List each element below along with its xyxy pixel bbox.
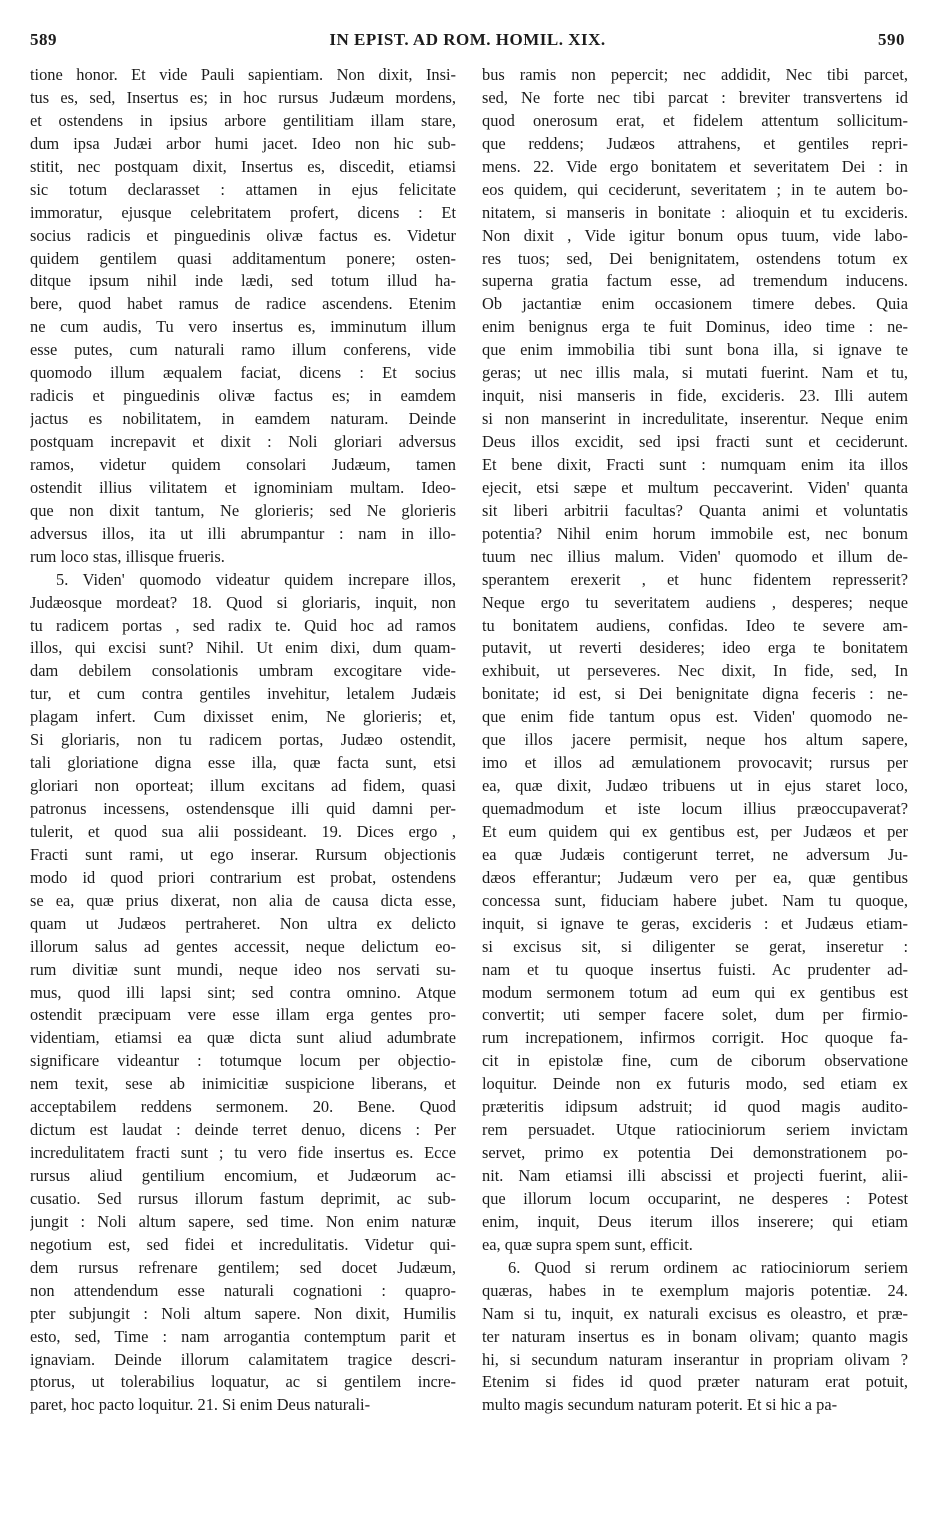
text-line: exhibuit, ut perseveres. Nec dixit, In fide, sed, In <box>482 661 908 681</box>
text-line: inquit, si ignave te geras, excideris : et Judæus etiam- <box>482 913 908 933</box>
text-line: quemadmodum et iste locum illius præoccupaverat? <box>482 799 908 818</box>
text-line: radicis et pinguedinis olivæ factus es; in eamdem <box>30 386 456 406</box>
page-number-left: 589 <box>30 30 57 49</box>
text-line: Non dixit , Vide igitur bonum opus tuum, vide labo- <box>482 225 908 245</box>
text-line: enim benignus erga te fuit Dominus, ideo time : ne- <box>482 317 908 337</box>
text-line: servet, primo ex potentia Dei demonstrationem po- <box>482 1143 908 1163</box>
text-line: concessa sunt, fiduciam habere jubet. Nam tu quoque, <box>482 890 908 910</box>
text-line: rem persuadet. Utque ratiociniorum seriem invictam <box>482 1120 908 1140</box>
text-line: dictum est laudat : deinde terret denuo, dicens : Per <box>30 1120 456 1140</box>
text-line: eos quidem, qui ceciderunt, severitatem ; in te autem bo- <box>482 179 908 199</box>
text-line: nam et tu quoque insertus fuisti. Ac prudenter ad- <box>482 959 908 979</box>
text-line: potentia? Nihil enim horum immobile est, nec bonum <box>482 523 908 543</box>
text-line: dem rursus refrenare gentilem; sed docet Judæum, <box>30 1257 456 1277</box>
text-line: nem texit, sese ab inimicitiæ suspicione liberans, et <box>30 1074 456 1094</box>
text-line: inquit, nisi manseris in fide, excideris. 23. Illi autem <box>482 386 908 406</box>
text-line: sperantem erexerit , et hunc fidentem represserit? <box>482 569 908 589</box>
text-line: modo id quod priori contrarium est probat, ostendens <box>30 867 456 887</box>
text-line: bere, quod habet ramus de radice ascendens. Etenim <box>30 294 456 314</box>
text-line: Et bene dixit, Fracti sunt : numquam enim ita illos <box>482 454 908 474</box>
text-line: ea, quæ dixit, Judæo tribuens ut in ejus staret loco, <box>482 776 908 796</box>
text-line: incredulitatem fracti sunt ; tu vero fide insertus es. Ecce <box>30 1143 456 1163</box>
text-line: patronus incessens, ostendensque illi quid damni per- <box>30 799 456 818</box>
text-line: mus, quod illi lapsi sint; sed contra omnino. Atque <box>30 982 456 1002</box>
text-line: pter subjungit : Noli altum sapere. Non dixit, Humilis <box>30 1303 456 1323</box>
text-line: dæos efferantur; Judæum vero per ea, quæ gentibus <box>482 867 908 887</box>
text-line: sit liberi arbitrii facultas? Quanta animi et voluntatis <box>482 500 908 520</box>
running-header <box>30 30 905 58</box>
text-line: que illorum locum occuparint, ne desperes : Potest <box>482 1188 908 1208</box>
text-line: ignaviam. Deinde illorum calamitatem tragice descri- <box>30 1349 456 1369</box>
text-line: cusatio. Sed rursus illorum fastum deprimit, ac sub- <box>30 1188 456 1208</box>
text-line: ne cum audis, Tu vero insertus es, imminutum illum <box>30 317 456 337</box>
text-line: esse putes, cum naturali ramo illum conferens, vide <box>30 340 456 360</box>
text-line: quæras, habes in te exemplum majoris potentiæ. 24. <box>482 1280 908 1300</box>
text-line: tu bonitatem audiens, confidas. Ideo te severe am- <box>482 615 908 635</box>
text-line: ejecit, etsi sæpe et multum peccaverint. Viden' quanta <box>482 477 908 497</box>
right-text-column <box>482 64 908 1524</box>
text-line: postquam increpavit et dixit : Noli gloriari adversus <box>30 432 456 451</box>
text-line: præteritis idipsum adstruit; id quod magis audito- <box>482 1097 908 1117</box>
text-line: sic totum declarasset : attamen in ejus felicitate <box>30 179 456 199</box>
text-line: si non manserint in incredulitate, inserentur. Neque enim <box>482 409 908 429</box>
text-line: tur, et cum contra gentiles invehitur, letalem Judæis <box>30 684 456 704</box>
text-line: rum divitiæ sunt mundi, neque ideo nos servati su- <box>30 959 456 979</box>
text-line: tus es, sed, Insertus es; in hoc rursus Judæum mordens, <box>30 87 456 107</box>
text-line: ter naturam insertus es in bonam olivam; quanto magis <box>482 1326 908 1346</box>
text-line: Judæosque mordeat? 18. Quod si gloriaris, inquit, non <box>30 592 456 612</box>
text-line: quod onerosum erat, et fidelem attentum sollicitum- <box>482 110 908 130</box>
text-line: Ob jactantiæ enim occasionem timere debes. Quia <box>482 294 908 314</box>
text-line: gloriari non oporteat; illum excitans ad fidem, quasi <box>30 776 456 796</box>
text-line: ea, quæ supra spem sunt, efficit. <box>482 1234 693 1254</box>
text-line: ea quæ Judæis contigerunt terret, ne adversum Ju- <box>482 844 908 864</box>
text-line: que illos jacere permisit, neque hos altum sapere, <box>482 730 908 750</box>
text-line: quidem gentilem quasi additamentum ponere; osten- <box>30 248 456 268</box>
text-line: que enim fide tantum opus est. Viden' quomodo ne- <box>482 707 908 727</box>
text-line: Si gloriaris, non tu radicem portas, Judæo ostendit, <box>30 730 456 750</box>
text-line: quomodo illum æqualem faciat, dicens : Et socius <box>30 363 456 383</box>
text-line: esto, sed, Time : nam arrogantia contemptum parit et <box>30 1326 456 1346</box>
page-title: IN EPIST. AD ROM. HOMIL. XIX. <box>329 30 606 49</box>
text-line: rursus aliud gentilium encomium, et Judæorum ac- <box>30 1166 456 1185</box>
text-line: imo et illos ad æmulationem provocavit; rursus per <box>482 753 908 773</box>
text-line: ditque ipsum nihil inde lædi, sed totum illud ha- <box>30 271 456 291</box>
text-line: enim, inquit, Deus iterum illos inserere; qui etiam <box>482 1211 908 1231</box>
text-line: ostendit præcipuam vere esse illam erga gentes pro- <box>30 1005 456 1025</box>
text-line: Neque ergo tu severitatem audiens , desperes; neque <box>482 592 908 612</box>
text-line: ptorus, ut tolerabilius loquatur, ac si gentilem incre- <box>30 1372 456 1392</box>
text-line: nitatem, si manseris in bonitate : alioquin et tu excideris. <box>482 202 908 222</box>
page-number-right: 590 <box>878 30 905 49</box>
text-line: 5. Viden' quomodo videatur quidem increpare illos, <box>56 569 456 589</box>
text-line: dam debilem consolationis umbram excogitare vide- <box>30 661 456 681</box>
text-line: modum sermonem totum ad eum qui ex gentibus est <box>482 982 908 1002</box>
text-line: tali gloriatione digna esse illa, quæ facta sunt, etsi <box>30 753 456 773</box>
text-line: stitit, nec postquam dixit, Insertus es, discedit, etiamsi <box>30 156 456 176</box>
text-line: Deus illos excidit, sed ipsi fracti sunt et ceciderunt. <box>482 432 908 451</box>
text-line: rum loco stas, illisque frueris. <box>30 546 225 566</box>
text-line: si excisus sit, si diligenter se gerat, inseretur : <box>482 936 908 956</box>
left-text-column <box>30 64 456 1524</box>
text-line: Nam si tu, inquit, ex naturali excisus es oleastro, et præ- <box>482 1303 908 1323</box>
text-line: tulerit, et quod sua alii possideant. 19. Dices ergo , <box>30 821 456 841</box>
text-line: bus ramis non pepercit; nec addidit, Nec tibi parcet, <box>482 65 908 84</box>
text-line: et ostendens in ipsius arbore gentilitiam illam stare, <box>30 110 456 130</box>
text-line: videntiam, etiamsi ea quæ dicta sunt aliud adumbrate <box>30 1028 456 1048</box>
text-line: Et eum quidem qui ex gentibus est, per Judæos et per <box>482 821 908 841</box>
text-line: sed, Ne forte nec tibi parcat : breviter transvertens id <box>482 87 908 107</box>
text-line: jungit : Noli altum sapere, sed time. Non enim naturæ <box>30 1211 456 1231</box>
text-line: que non dixit tantum, Ne glorieris; sed Ne glorieris <box>30 500 456 520</box>
text-line: plagam infert. Cum dixisset enim, Ne glorieris; et, <box>30 707 456 727</box>
text-line: jactus es nobilitatem, in eamdem naturam. Deinde <box>30 409 456 429</box>
text-line: que enim immobilia tibi sunt bona illa, si ignave te <box>482 340 908 360</box>
text-line: mens. 22. Vide ergo bonitatem et severitatem Dei : in <box>482 156 908 176</box>
text-line: negotium est, sed fidei et incredulitatis. Videtur qui- <box>30 1234 456 1254</box>
text-line: acceptabilem reddens sermonem. 20. Bene. Quod <box>30 1097 456 1117</box>
text-line: socius radicis et pinguedinis olivæ factus es. Videtur <box>30 225 456 245</box>
text-line: 6. Quod si rerum ordinem ac ratiociniorum seriem <box>508 1257 908 1277</box>
text-line: nit. Nam etiamsi illi abscissi et projecti fuerint, alii- <box>482 1166 908 1185</box>
text-line: res tuos; sed, Dei benignitatem, ostendens totum ex <box>482 248 908 268</box>
text-line: multo magis secundum naturam poterit. Et si hic a pa- <box>482 1395 838 1415</box>
text-line: illorum salus ad gentes accessit, neque delictum eo- <box>30 936 456 956</box>
text-line: ramos, videtur quidem consolari Judæum, tamen <box>30 454 456 474</box>
text-line: non attendendum esse naturali cognationi : quapro- <box>30 1280 456 1300</box>
text-line: que reddens; Judæos attrahens, et gentiles repri- <box>482 133 908 153</box>
text-line: se ea, quæ prius dixerat, non alia de causa dicta esse, <box>30 890 456 910</box>
text-line: Etenim si fides id quod præter naturam erat potuit, <box>482 1372 908 1392</box>
text-line: ostendit illius vilitatem et ignominiam multam. Ideo- <box>30 477 456 497</box>
text-line: tu radicem portas , sed radix te. Quid hoc ad ramos <box>30 615 456 635</box>
text-line: convertit; uti semper facere solet, dum per firmio- <box>482 1005 908 1025</box>
text-line: dum ipsa Judæi arbor humi jacet. Ideo non hic sub- <box>30 133 456 153</box>
text-line: loquitur. Deinde non ex futuris modo, sed etiam ex <box>482 1074 908 1094</box>
text-line: tuum nec illius malum. Viden' quomodo et illum de- <box>482 546 908 566</box>
text-line: hi, si secundum naturam inserantur in propriam olivam ? <box>482 1349 908 1369</box>
text-line: bonitate; id est, si Dei benignitate digna feceris : ne- <box>482 684 908 704</box>
text-line: adversus illos, ita ut illi abrumpantur : nam in illo- <box>30 523 456 543</box>
text-line: geras; ut nec illis mala, si mutati fuerint. Nam et tu, <box>482 363 908 383</box>
text-line: putavit, ut reverti desideres; ideo erga te bonitatem <box>482 638 908 658</box>
text-line: rum increpationem, infirmos corrigit. Hoc quoque fa- <box>482 1028 908 1048</box>
text-line: quam ut Judæos pertraheret. Non ultra ex delicto <box>30 913 456 933</box>
text-line: cit in epistolæ fine, cum de ciborum observatione <box>482 1051 908 1071</box>
text-line: tione honor. Et vide Pauli sapientiam. Non dixit, Insi- <box>30 65 456 84</box>
text-line: superna gratia factum esse, ad tremendum inducens. <box>482 271 908 291</box>
text-line: significare videantur : totumque locum per objectio- <box>30 1051 456 1071</box>
text-line: Fracti sunt rami, ut ego inserar. Rursum objectionis <box>30 844 456 864</box>
text-line: illos, qui excisi sunt? Nihil. Ut enim dixi, dum quam- <box>30 638 456 658</box>
text-line: paret, hoc pacto loquitur. 21. Si enim Deus naturali- <box>30 1395 371 1415</box>
text-line: immoratur, ejusque celebritatem profert, dicens : Et <box>30 202 456 222</box>
